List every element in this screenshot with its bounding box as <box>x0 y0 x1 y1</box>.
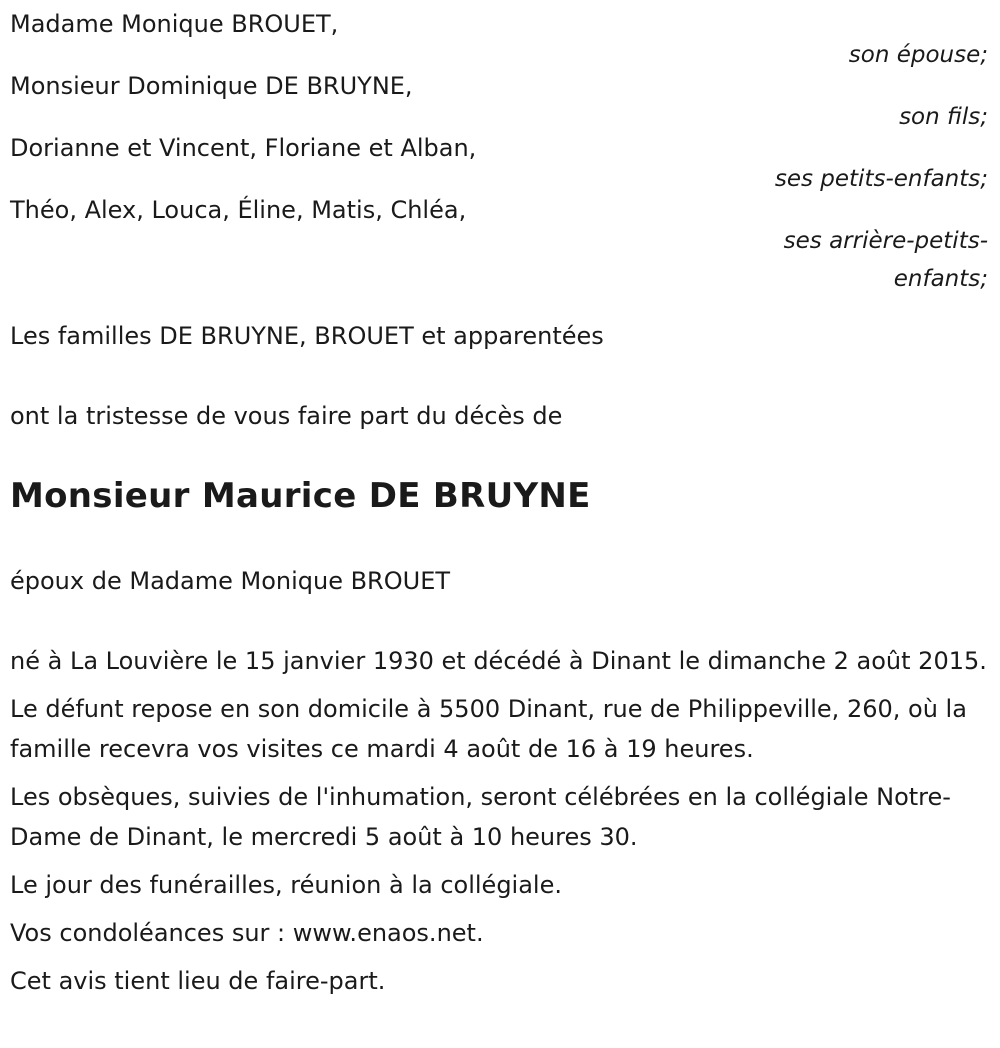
families-line: Les familles DE BRUYNE, BROUET et apparentées <box>10 322 604 350</box>
visitation-details: Le défunt repose en son domicile à 5500 Dinant, rue de Philippeville, 260, où la famille recevra vos visites ce mardi 4 août de 16 à 19 heures. <box>10 695 967 763</box>
condolences-line: Vos condoléances sur : www.enaos.net. <box>10 919 484 947</box>
family-member-name: Dorianne et Vincent, Floriane et Alban, <box>10 134 477 162</box>
family-member-relation: ses petits-enfants; <box>774 166 988 192</box>
family-member-relation: son épouse; <box>848 42 988 68</box>
obituary-notice <box>0 6 1000 1048</box>
family-member-grandchildren <box>10 130 990 198</box>
family-member-name: Théo, Alex, Louca, Éline, Matis, Chléa, <box>10 196 467 224</box>
family-member-name: Monsieur Dominique DE BRUYNE, <box>10 72 413 100</box>
funeral-details: Les obsèques, suivies de l'inhumation, seront célébrées en la collégiale Notre-Dame de Dinant, le mercredi 5 août à 10 heures 30. <box>10 783 951 851</box>
family-member-great-grandchildren <box>10 192 990 298</box>
deceased-name: Monsieur Maurice DE BRUYNE <box>10 476 591 516</box>
notice-footer: Cet avis tient lieu de faire-part. <box>10 967 386 995</box>
family-member-relation: son fils; <box>899 104 988 130</box>
funeral-meeting: Le jour des funérailles, réunion à la collégiale. <box>10 871 562 899</box>
birth-death-details: né à La Louvière le 15 janvier 1930 et décédé à Dinant le dimanche 2 août 2015. <box>10 647 987 675</box>
spouse-line: époux de Madame Monique BROUET <box>10 567 451 595</box>
family-member-spouse <box>10 6 990 74</box>
family-member-son <box>10 68 990 136</box>
family-member-name: Madame Monique BROUET, <box>10 10 339 38</box>
family-member-relation: ses arrière-petits-enfants; <box>783 228 988 292</box>
announcement-line: ont la tristesse de vous faire part du décès de <box>10 402 563 430</box>
